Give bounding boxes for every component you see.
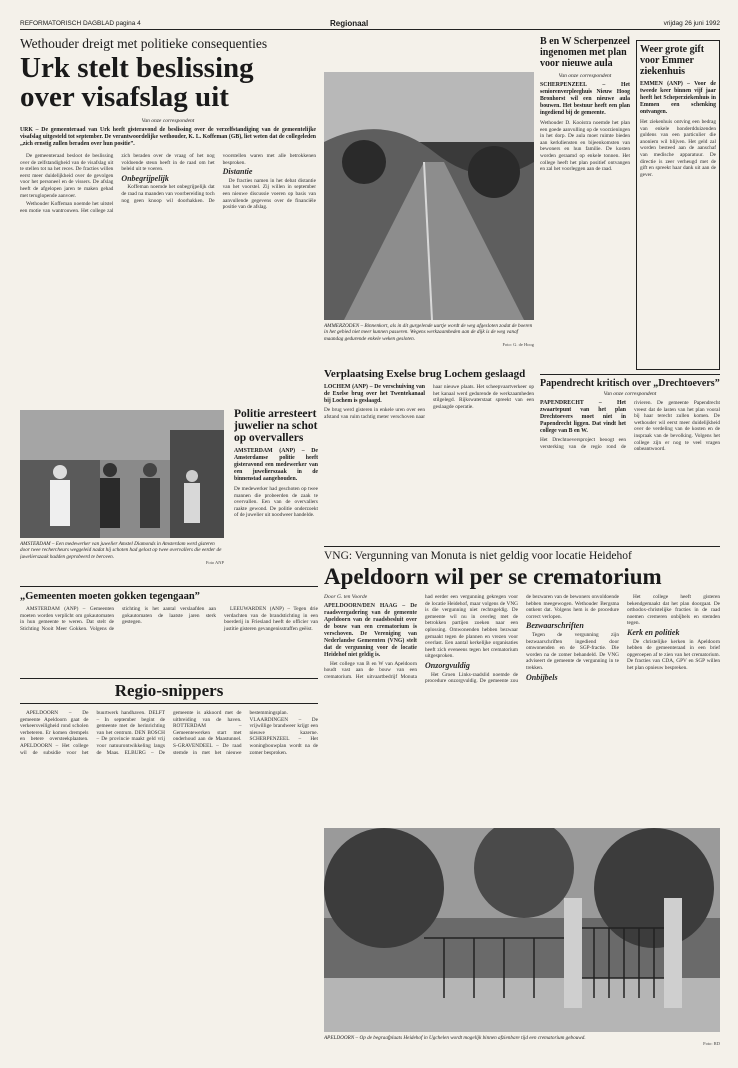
- subheading: Bezwaarschriften: [526, 621, 584, 631]
- article-scherpenzeel: [540, 36, 630, 366]
- paper-name: REFORMATORISCH DAGBLAD pagina 4: [20, 20, 141, 27]
- article-lead: APELDOORN/DEN HAAG – De raadsvergadering van de gemeente Apeldoorn van de raadsbesluit over de bouw van een crematorium is verschoven. De Vereniging van Nederlandse Gemeenten (VNG) stelt dat de vergunning voor de locatie Heidehof niet geldig is.: [324, 602, 417, 658]
- photo-amsterdam: [20, 410, 224, 538]
- regio-snippers: [20, 678, 318, 1058]
- paragraph: Het Groen Links-raadslid noemde de procedure onzorgvuldig. De gemeente zou de bezwaren van de bewoners onvoldoende hebben meegewogen. Wethouder Bergsma ontkent dat. Volgens hem is de procedure correct verlopen.: [425, 594, 619, 685]
- paragraph: Wethouder Koffeman noemde het uitstel een motie van wantrouwen. Het college zal zich beraden over de vraag of het nog voldoende steun heeft in de raad om het beleid uit te voeren.: [20, 153, 215, 214]
- article-lochem: [324, 368, 534, 518]
- article-byline: Van onze correspondent: [558, 73, 612, 79]
- article-body: [540, 400, 720, 530]
- article-juwelier: [234, 408, 318, 582]
- photo-ammerzoden: [324, 72, 534, 320]
- photo-credit: Foto: RD: [703, 1041, 720, 1047]
- paragraph: Het college van B en W van Apeldoorn houdt vast aan de bouw van een crematorium. Het uitvaartbedrijf Monuta had eerder een vergunning gekregen voor de locatie Heidehof, maar volgens de VNG is die vergunning niet rechtsgeldig. De gemeente wil nu in overleg met de betrokken partijen zoeken naar een oplossing. Omwonenden hebben bezwaar gemaakt tegen de plannen en vrezen voor overlast. Een aantal kerkelijke organisaties heeft zich eveneens tegen het crematorium uitgesproken.: [324, 594, 518, 680]
- article-body: [324, 594, 720, 826]
- article-headline: Politie arresteert juwelier na schot op overvallers: [234, 408, 318, 444]
- article-lead: AMSTERDAM (ANP) – De Amsterdamse politie heeft gisteravond een medewerker van een juwelierszaak in de binnenstad aangehouden.: [234, 448, 318, 482]
- paragraph: Tegen de vergunning zijn bezwaarschriften ingediend door omwonenden en de SGP-fractie. Die worden na de zomer behandeld. De VNG adviseert de gemeente de vergunning in te trekken.: [526, 631, 619, 671]
- article-body: [20, 606, 318, 666]
- paragraph: De christelijke kerken in Apeldoorn hebben de gemeenteraad in een brief opgeroepen af te zien van het crematorium. De fracties van CDA, GPV en SGP willen het plan opnieuw bespreken.: [627, 638, 720, 671]
- photo-amsterdam-block: [20, 410, 224, 582]
- article-emmen: [636, 40, 720, 370]
- article-body: Het ziekenhuis ontving een bedrag van enkele honderdduizenden guldens van een particulier die anoniem wil blijven. Het geld zal worden besteed aan de aanschaf van medische apparatuur. De directie is zeer verheugd met de gift en spreekt haar dank uit aan de gever.: [640, 119, 716, 178]
- page-date: vrijdag 26 juni 1992: [663, 20, 720, 27]
- subheading: Onbijbels: [526, 672, 558, 682]
- article-body: De medewerker had geschoten op twee mannen die probeerden de zaak te overvallen. Een van de overvallers raakte gewond. De politie onderzoekt of de juwelier uit noodweer handelde.: [234, 486, 318, 519]
- photo-heidehof-block: [324, 828, 720, 1058]
- article-lead: EMMEN (ANP) – Voor de tweede keer binnen vijf jaar heeft het Scheperziekenhuis in Emmen een schenking ontvangen.: [640, 81, 716, 115]
- photo-credit: Foto: G. de Hoog: [502, 341, 534, 347]
- amsterdam-photo-graphic: [20, 410, 224, 538]
- section-title: Regio-snippers: [20, 679, 318, 704]
- subheading: Distantie: [222, 167, 253, 177]
- article-kicker: VNG: Vergunning van Monuta is niet geldig voor locatie Heidehof: [324, 550, 632, 562]
- photo-caption: AMMERZODEN – Binnenkort, als in dit gurgelende uurtje wordt de weg afgesloten zodat de boeren in het gebied niet meer kunnen passeren. Wegens werkzaamheden aan de dijk is de weg vanaf maandag gedurende enkele weken gesloten.: [324, 323, 533, 342]
- photo-caption: APELDOORN – Op de begraafplaats Heidehof in Ugchelen wordt mogelijk binnen afzienbare tijd een crematorium gebouwd.: [324, 1035, 586, 1041]
- article-lead: PAPENDRECHT – Het zwaartepunt van het plan Drechtoevers moet niet in Papendrecht liggen. Dat vindt het college van B en W.: [540, 400, 626, 434]
- subheading: Onzorgvuldig: [425, 660, 470, 670]
- article-monuta: [324, 546, 720, 1058]
- article-lead: URK – De gemeenteraad van Urk heeft gisteravond de beslissing over de verzelfstandiging van de gemeentelijke visafslag uitgesteld tot september. De verantwoordelijke wethouder, K. L. Koffeman (GB), liet weten dat de collegeleden „zich ernstig zullen beraden over hun positie”.: [20, 127, 316, 147]
- paragraph: AMSTERDAM (ANP) – Gemeenten moeten worden verplicht om gokautomaten in hun gemeente te weren. Dat stelt de Stichting Nooit Meer Gokken. Volgens de stichting is het aantal verslaafden aan gokautomaten de laatste jaren sterk gestegen.: [20, 606, 216, 632]
- article-body: [324, 384, 534, 476]
- article-kicker: Wethouder dreigt met politieke consequenties: [20, 36, 268, 51]
- article-byline: Van onze correspondent: [141, 118, 195, 124]
- article-lead: SCHERPENZEEL – Het seniorenverpleeghuis Nieuw Hoog Bronhorst wil een nieuwe aula bouwen. Het bestuur heeft een plan ingediend bij de gemeente.: [540, 82, 630, 116]
- article-gokken: [20, 586, 318, 676]
- paragraph: Het college heeft gisteren bekendgemaakt dat het plan doorgaat. De orthodox-christelijke fracties in de raad noemen cremeren onbijbels en stemden tegen.: [627, 594, 720, 627]
- headline-line-1: Urk stelt beslissing: [20, 52, 254, 84]
- article-lead: LOCHEM (ANP) – De verschuiving van de Exelse brug over het Twentekanaal bij Lochem is geslaagd.: [324, 384, 425, 404]
- article-urk: [20, 36, 316, 406]
- subheading: Kerk en politiek: [627, 627, 680, 637]
- article-byline: Door G. ten Voorde: [324, 594, 368, 600]
- paragraph: LEEUWARDEN (ANP) – Tegen drie verdachten van de brandstichting in een boerderij in Friesland heeft de officier van justitie gisteren gevangenisstraffen geëist.: [224, 606, 318, 632]
- paragraph: APELDOORN – De gemeente Apeldoorn gaat de verkeersveiligheid rond scholen verbeteren. Er komen drempels en betere oversteekplaatsen. APELDOORN – Het college wil de subsidie voor het buurtwerk handhaven. DELFT – In september begint de gemeente met de herinrichting van het centrum. DEN BOSCH – De provincie maakt geld vrij voor natuurontwikkeling langs de Maas. ELBURG – De gemeente is akkoord met de uitbreiding van de haven. ROTTERDAM – Gemeentewerken start met onderhoud aan de Maastunnel. S-GRAVENDEEL – De raad stemde in met het nieuwe bestemmingsplan. VLAARDINGEN – De vrijwillige brandweer krijgt een nieuwe kazerne. SCHERPENZEEL – Het woningbouwplan wordt na de zomer besproken.: [20, 710, 318, 756]
- article-headline: Apeldoorn wil per se crematorium: [324, 564, 662, 589]
- article-headline: „Gemeenten moeten gokken tegengaan”: [20, 591, 200, 602]
- page-header: [20, 18, 720, 30]
- ammerzoden-photo-graphic: [324, 72, 534, 320]
- article-headline: Papendrecht kritisch over „Drechtoevers”: [540, 378, 720, 389]
- section-name: Regionaal: [330, 19, 369, 28]
- paragraph: De gemeenteraad besloot de beslissing over de zelfstandigheid van de visafslag uit te stellen tot na het reces. De fracties willen eerst meer duidelijkheid over de gevolgen voor het personeel en de vissers. De afslag heeft de afgelopen jaren te maken gehad met teruglopende aanvoer.: [20, 153, 114, 199]
- subheading: Onbegrijpelijk: [121, 173, 169, 183]
- article-headline: B en W Scherpenzeel ingenomen met plan voor nieuwe aula: [540, 36, 630, 69]
- divider: [540, 374, 720, 375]
- paragraph: Koffeman noemde het onbegrijpelijk dat de raad na maanden van voorbereiding toch nog geen knoop wil doorhakken. De voorstellen waren met alle betrokkenen besproken.: [121, 153, 316, 204]
- paragraph: De fracties namen in het debat distantie van het voorstel. Zij willen in september een nieuwe discussie voeren op basis van aanvullende gegevens over de financiële positie van de afslag.: [222, 177, 316, 211]
- newspaper-page: [20, 18, 720, 1058]
- article-headline: [20, 54, 316, 112]
- headline-line-2: over visafslag uit: [20, 81, 229, 113]
- paragraph: De brug werd gisteren in enkele uren over een afstand van ruim tachtig meter verschoven naar haar nieuwe plaats. Het scheepvaartverkeer op het kanaal werd gedurende de werkzaamheden stilgelegd. Rijkswaterstaat spreekt van een geslaagde operatie.: [324, 384, 534, 420]
- article-headline: Weer grote gift voor Emmer ziekenhuis: [640, 44, 705, 77]
- article-papendrecht: [540, 374, 720, 544]
- article-headline: Verplaatsing Exelse brug Lochem geslaagd: [324, 368, 526, 380]
- photo-heidehof: [324, 828, 720, 1032]
- divider: [324, 546, 720, 547]
- divider: [20, 586, 318, 587]
- article-body: Wethouder D. Kooistra noemde het plan een goede aanvulling op de voorzieningen in het dorp. De aula moet ruimte bieden aan kerkdiensten en bijeenkomsten van bewoners en hun familie. De kosten worden geraamd op enkele tonnen. Het college heeft het plan positief ontvangen en zal het voorleggen aan de raad.: [540, 120, 630, 173]
- heidehof-photo-graphic: [324, 828, 720, 1032]
- article-body: [20, 153, 316, 363]
- photo-caption: AMSTERDAM – Een medewerker van juwelier Amstel Diamonds in Amsterdam werd gisteren door twee rechercheurs weggeleid nadat hij schoten had gelost op twee overvallers die eerder de juwelierszaak hadden geprobeerd te beroven.: [20, 541, 222, 560]
- paragraph: Het Drechtoeversproject beoogt een versterking van de regio rond de rivieren. De gemeente Papendrecht vreest dat de lasten van het plan vooral bij haar terecht zullen komen. De wethouder wil eerst meer duidelijkheid over de verdeling van de kosten en de inspraak van de bevolking. Volgens het college zijn er nog te veel vragen onbeantwoord.: [540, 400, 720, 453]
- snippers-body: [20, 710, 318, 1058]
- photo-ammerzoden-block: [324, 72, 534, 366]
- article-byline: Van onze correspondent: [603, 391, 657, 397]
- photo-credit: Foto ANP: [205, 559, 224, 565]
